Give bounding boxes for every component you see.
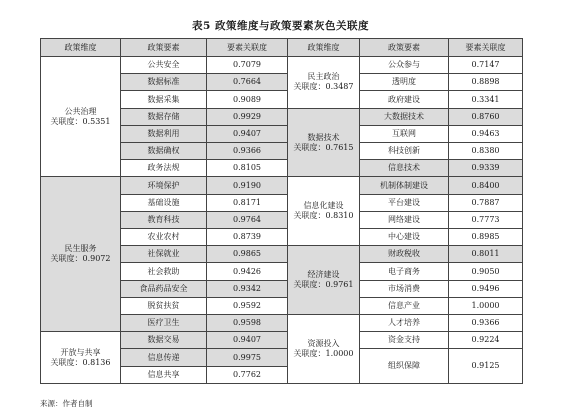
dimension-relevance: 关联度：0.8136 (50, 357, 111, 367)
value-cell: 0.9190 (207, 177, 288, 194)
value-cell: 0.9224 (449, 332, 523, 349)
dimension-relevance: 关联度：0.9761 (293, 280, 354, 290)
element-cell: 政府建设 (360, 91, 449, 108)
value-cell: 0.9496 (449, 280, 523, 297)
dimension-relevance: 关联度：0.9072 (50, 254, 111, 264)
element-cell: 市场消费 (360, 280, 449, 297)
header-cell: 政策要素 (360, 39, 449, 57)
value-cell: 0.7773 (449, 211, 523, 228)
element-cell: 中心建设 (360, 229, 449, 246)
dimension-cell (288, 246, 360, 315)
header-cell: 政策要素 (121, 39, 207, 57)
value-cell: 0.8985 (449, 229, 523, 246)
dimension-relevance: 关联度：0.5351 (50, 116, 111, 126)
dimension-cell (288, 108, 360, 177)
table-row (41, 332, 523, 349)
header-cell: 要素关联度 (207, 39, 288, 57)
element-cell: 互联网 (360, 125, 449, 142)
value-cell: 0.9463 (449, 125, 523, 142)
element-cell: 数据确权 (121, 143, 207, 160)
element-cell: 透明度 (360, 74, 449, 91)
dimension-name: 经济建设 (307, 270, 340, 280)
element-cell: 数据采集 (121, 91, 207, 108)
dimension-name: 资源投入 (307, 339, 340, 349)
value-cell: 0.8739 (207, 229, 288, 246)
table-row (41, 177, 523, 194)
value-cell: 0.8011 (449, 246, 523, 263)
relevance-table (40, 38, 523, 384)
value-cell: 0.9598 (207, 315, 288, 332)
table-row (41, 57, 523, 74)
dimension-cell (288, 57, 360, 109)
value-cell: 0.8105 (207, 160, 288, 177)
value-cell: 0.9975 (207, 349, 288, 366)
value-cell: 1.0000 (449, 297, 523, 314)
element-cell: 农业农村 (121, 229, 207, 246)
element-cell: 财政税收 (360, 246, 449, 263)
element-cell: 数据存储 (121, 108, 207, 125)
element-cell: 基础设施 (121, 194, 207, 211)
value-cell: 0.9366 (207, 143, 288, 160)
value-cell: 0.9342 (207, 280, 288, 297)
element-cell: 社会救助 (121, 263, 207, 280)
element-cell: 环境保护 (121, 177, 207, 194)
header-cell: 政策维度 (41, 39, 121, 57)
element-cell: 脱贫扶贫 (121, 297, 207, 314)
value-cell: 0.9050 (449, 263, 523, 280)
header-cell: 政策维度 (288, 39, 360, 57)
dimension-cell (288, 177, 360, 246)
element-cell: 数据利用 (121, 125, 207, 142)
element-cell: 公众参与 (360, 57, 449, 74)
dimension-relevance: 关联度：0.7615 (293, 142, 354, 152)
dimension-cell (288, 315, 360, 384)
value-cell: 0.9764 (207, 211, 288, 228)
value-cell: 0.7079 (207, 57, 288, 74)
element-cell: 机制体制建设 (360, 177, 449, 194)
dimension-relevance: 关联度：1.0000 (293, 349, 354, 359)
value-cell: 0.7762 (207, 366, 288, 383)
dimension-cell (41, 57, 121, 177)
element-cell: 社保就业 (121, 246, 207, 263)
value-cell: 0.9865 (207, 246, 288, 263)
element-cell: 信息产业 (360, 297, 449, 314)
value-cell: 0.7887 (449, 194, 523, 211)
value-cell: 0.9339 (449, 160, 523, 177)
value-cell: 0.7664 (207, 74, 288, 91)
dimension-name: 开放与共享 (60, 347, 101, 357)
element-cell: 信息技术 (360, 160, 449, 177)
element-cell: 平台建设 (360, 194, 449, 211)
value-cell: 0.9592 (207, 297, 288, 314)
dimension-name: 公共治理 (64, 106, 97, 116)
element-cell: 信息传递 (121, 349, 207, 366)
table-title: 表5 政策维度与政策要素灰色关联度 (192, 20, 369, 32)
dimension-cell (41, 332, 121, 384)
value-cell: 0.9089 (207, 91, 288, 108)
value-cell: 0.9407 (207, 332, 288, 349)
dimension-name: 数据技术 (307, 132, 340, 142)
element-cell: 网络建设 (360, 211, 449, 228)
dimension-relevance: 关联度：0.8310 (293, 211, 354, 221)
element-cell: 公共安全 (121, 57, 207, 74)
header-row (41, 39, 523, 57)
element-cell: 电子商务 (360, 263, 449, 280)
value-cell: 0.8400 (449, 177, 523, 194)
value-cell: 0.9407 (207, 125, 288, 142)
header-cell: 要素关联度 (449, 39, 523, 57)
value-cell: 0.8171 (207, 194, 288, 211)
value-cell: 0.3341 (449, 91, 523, 108)
value-cell: 0.9929 (207, 108, 288, 125)
element-cell: 组织保障 (360, 349, 449, 384)
dimension-name: 信息化建设 (303, 201, 344, 211)
source-note: 来源：作者自制 (40, 399, 93, 408)
element-cell: 教育科技 (121, 211, 207, 228)
element-cell: 数据交易 (121, 332, 207, 349)
value-cell: 0.7147 (449, 57, 523, 74)
dimension-relevance: 关联度：0.3487 (293, 82, 354, 92)
element-cell: 科技创新 (360, 143, 449, 160)
dimension-cell (41, 177, 121, 332)
element-cell: 大数据技术 (360, 108, 449, 125)
element-cell: 医疗卫生 (121, 315, 207, 332)
value-cell: 0.8898 (449, 74, 523, 91)
element-cell: 信息共享 (121, 366, 207, 383)
dimension-name: 民生服务 (64, 244, 97, 254)
value-cell: 0.9366 (449, 315, 523, 332)
value-cell: 0.9426 (207, 263, 288, 280)
value-cell: 0.8380 (449, 143, 523, 160)
element-cell: 数据标准 (121, 74, 207, 91)
element-cell: 资金支持 (360, 332, 449, 349)
value-cell: 0.9125 (449, 349, 523, 384)
element-cell: 人才培养 (360, 315, 449, 332)
element-cell: 政务法规 (121, 160, 207, 177)
value-cell: 0.8760 (449, 108, 523, 125)
element-cell: 食品药品安全 (121, 280, 207, 297)
dimension-name: 民主政治 (307, 72, 340, 82)
